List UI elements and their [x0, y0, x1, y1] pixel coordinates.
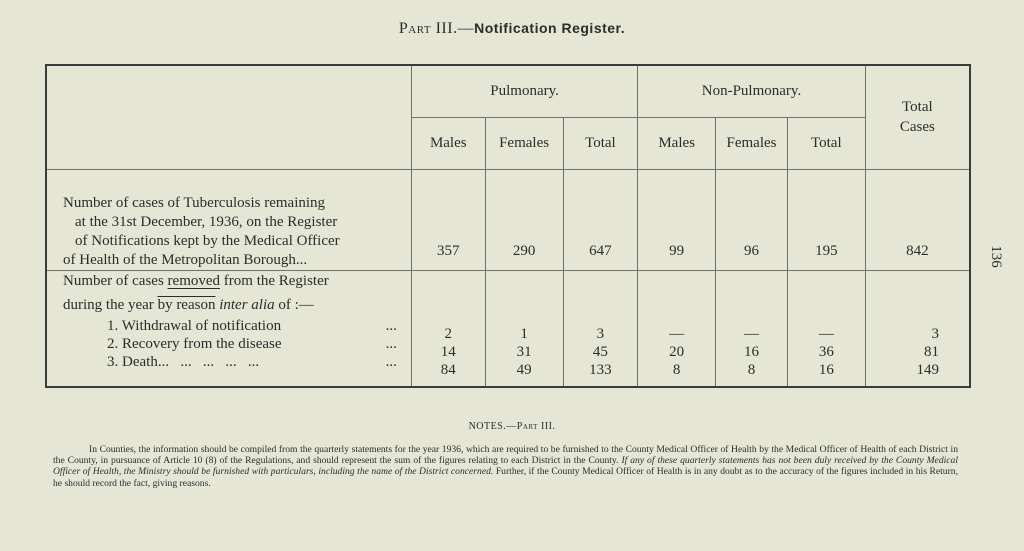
list-item: 3. Death... ... ... ... ... ... [107, 353, 397, 370]
non-pulmonary-total-header: Total [787, 117, 865, 169]
row-remaining-description: Number of cases of Tuberculosis remaining at the 31st December, 1936, on the Register of Notifications kept by the Medical Officer of Health of the Metropolitan Borough... [46, 169, 411, 270]
total-cases-header: Total Cases [865, 65, 970, 169]
table-cell: — 16 8 [716, 270, 788, 387]
notes-paragraph: In Counties, the information should be compiled from the quarterly statements for the year 1936, which are required to be furnished to the County Medical Officer of Health by the Medical Officer of Health of each District in the County, in pursuance of Article 10 (8) of the Regulations, and should represent the sum of the figures relating to each District in the County. If any of these quarterly statements has not been duly received by the County Medical Officer of Health, the Ministry should be furnished with particulars, including the name of the District concerned. Further, if the County Medical Officer of Health is in any doubt as to the accuracy of the figures included in his Return, he should record the fact, giving reasons. [53, 444, 959, 489]
table-row [46, 169, 970, 270]
table-cell: 842 [865, 169, 970, 270]
table-cell: 99 [638, 169, 716, 270]
non-pulmonary-males-header: Males [638, 117, 716, 169]
table-cell: 357 [411, 169, 485, 270]
page-title: Part III.—Notification Register. [398, 20, 626, 37]
page-number: 136 [987, 245, 1004, 268]
notes-heading: NOTES.—Part III. [468, 421, 556, 432]
table-cell: 290 [485, 169, 563, 270]
table-cell: 1 31 49 [485, 270, 563, 387]
list-item: 1. Withdrawal of notification ... [107, 317, 397, 334]
table-cell: — 20 8 [638, 270, 716, 387]
table-cell: 3 81 149 [865, 270, 970, 387]
non-pulmonary-header: Non-Pulmonary. [638, 65, 865, 117]
table-cell: 647 [563, 169, 638, 270]
table-cell: 96 [716, 169, 788, 270]
pulmonary-males-header: Males [411, 117, 485, 169]
list-item: 2. Recovery from the disease ... [107, 335, 397, 352]
table-cell: 3 45 133 [563, 270, 638, 387]
notification-register-table [45, 64, 971, 388]
table-cell: 195 [787, 169, 865, 270]
non-pulmonary-females-header: Females [716, 117, 788, 169]
table-cell: — 36 16 [787, 270, 865, 387]
table-row [46, 270, 970, 387]
row-removed-description: Number of cases removed from the Register during the year by reason inter alia of :— 1. Withdrawal of notification ... 2. Recovery from the disease ... 3. Death... ... ... ... ... ... [46, 270, 411, 387]
pulmonary-total-header: Total [563, 117, 638, 169]
description-header [46, 65, 411, 169]
header-row-groups [46, 65, 970, 117]
table-cell: 2 14 84 [411, 270, 485, 387]
pulmonary-header: Pulmonary. [411, 65, 637, 117]
pulmonary-females-header: Females [485, 117, 563, 169]
